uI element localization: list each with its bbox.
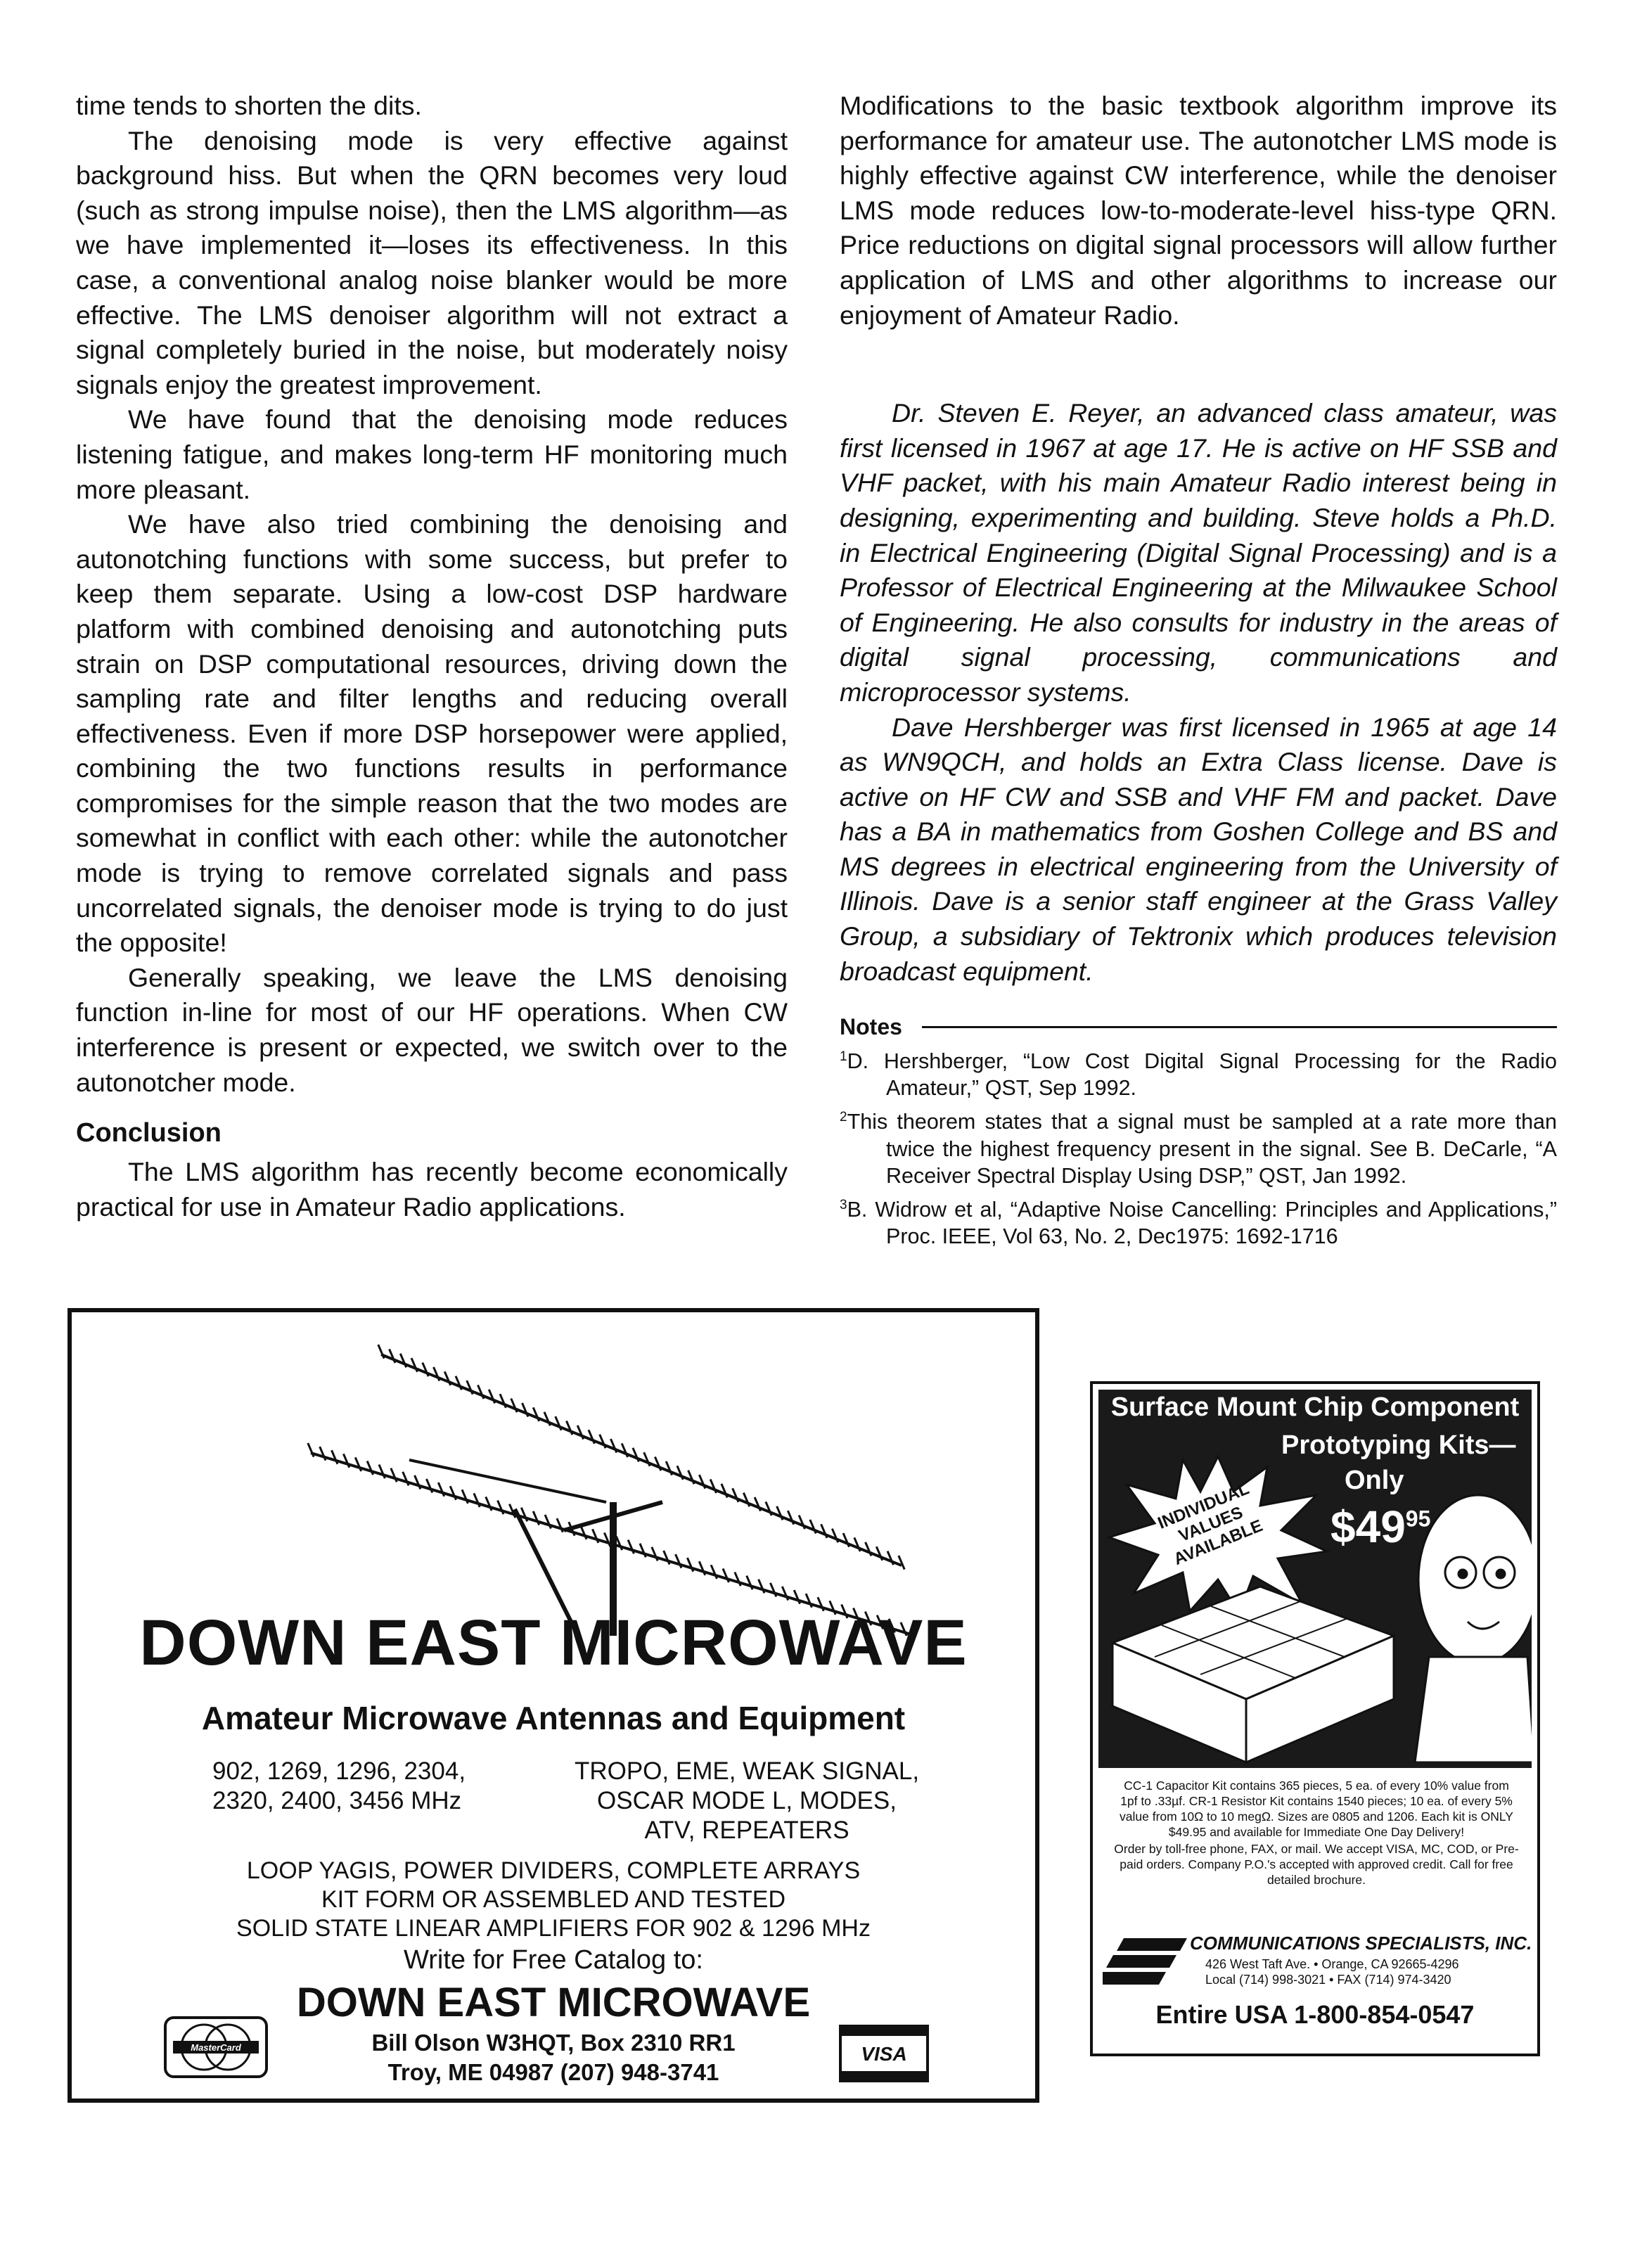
ad-description: CC-1 Capacitor Kit contains 365 pieces, 5 ea. of every 10% value from 1pf to .33µf. CR-1 Resistor Kit contains 1540 pieces; 10 ea. of every 5% value from 10Ω to 10 megΩ. Sizes are 0805 and 1206. Each kit is ONLY $49.95 and available for Immediate One Day Delivery! xyxy=(1120,1779,1513,1839)
ad-subtitle: Amateur Microwave Antennas and Equipment xyxy=(201,1700,906,1736)
svg-text:VISA: VISA xyxy=(861,2043,907,2065)
ad-body-text xyxy=(1114,1778,1519,1889)
ad-line: SOLID STATE LINEAR AMPLIFIERS FOR 902 & 1296 MHz xyxy=(236,1915,871,1942)
ad-tollfree-number: Entire USA 1-800-854-0547 xyxy=(1155,2000,1475,2029)
address-line: 426 West Taft Ave. • Orange, CA 92665-4296 xyxy=(1205,1957,1459,1971)
ad-company-name: DOWN EAST MICROWAVE xyxy=(296,1980,811,2025)
paragraph: time tends to shorten the dits. xyxy=(76,91,422,120)
ad-line: KIT FORM OR ASSEMBLED AND TESTED xyxy=(321,1886,786,1913)
paragraph: The LMS algorithm has recently become economically practical for use in Amateur Radio applications. xyxy=(76,1157,788,1222)
author-bio: Dave Hershberger was first licensed in 1965 at age 14 as WN9QCH, and holds an Extra Class license. Dave is active on HF CW and SSB and VHF FM and packet. Dave has a BA in mathematics from Goshen College and BS and MS degrees in electrical engineering from the University of Illinois. Dave is a senior staff engineer at the Grass Valley Group, a subsidiary of Tektronix which produces television broadcast equipment. xyxy=(840,712,1557,986)
author-bios xyxy=(840,396,1557,989)
ad-headline: Surface Mount Chip Component xyxy=(1110,1392,1520,1422)
ad-only-label: Only xyxy=(1345,1466,1404,1495)
ad-product-lines xyxy=(72,1857,1035,1943)
address-line: Bill Olson W3HQT, Box 2310 RR1 xyxy=(371,2030,736,2056)
author-bio: Dr. Steven E. Reyer, an advanced class amateur, was first licensed in 1967 at age 17. He is active on HF SSB and VHF packet, with his main Amateur Radio interest being in designing, experimenting and building. Steve holds a Ph.D. in Electrical Engineering (Digital Signal Processing) and is a Professor of Electrical Engineering at the Milwaukee School of Engineering. He also consults for industry in the areas of digital signal processing, communications and microprocessor systems. xyxy=(840,398,1557,707)
ad-frequencies: 902, 1269, 1296, 2304, 2320, 2400, 3456 MHz xyxy=(212,1757,466,1814)
left-column xyxy=(76,89,788,1224)
advertisement-down-east-microwave xyxy=(68,1308,1039,2103)
svg-text:MasterCard: MasterCard xyxy=(191,2042,241,2053)
paragraph: Generally speaking, we leave the LMS denoising function in-line for most of our HF operations. When CW interference is present or expected, we switch over to the autonotcher mode. xyxy=(76,962,788,1097)
note-item: $^3$B. Widrow et al, “Adaptive Noise Cancelling: Principles and Applications,” Proc. IEEE, Vol 63, No. 2, Dec1975: 1692-1716 xyxy=(840,1197,1557,1248)
ad-company-address xyxy=(1205,1956,1459,1987)
right-column xyxy=(840,89,1557,1250)
notes-section xyxy=(840,1013,1557,1249)
advertisement-surface-mount-kits xyxy=(1090,1381,1540,2056)
paragraph: Modifications to the basic textbook algorithm improve its performance for amateur use. The autonotcher LMS mode is highly effective against CW interference, while the denoiser LMS mode reduces low-to-moderate-level hiss-type QRN. Price reductions on digital signal processors will allow further application of LMS and other algorithms to increase our enjoyment of Amateur Radio. xyxy=(840,91,1557,330)
starburst-text: INDIVIDUAL VALUES AVAILABLE xyxy=(1155,1479,1266,1570)
note-item: $^2$This theorem states that a signal must be sampled at a rate more than twice the highest frequency present in the signal. See B. DeCarle, “A Receiver Spectral Display Using DSP,” QST, Jan 1992. xyxy=(840,1110,1557,1188)
notes-header xyxy=(840,1013,1557,1041)
visa-logo-icon xyxy=(838,2024,930,2083)
paragraph: We have found that the denoising mode reduces listening fatigue, and makes long-term HF monitoring much more pleasant. xyxy=(76,404,788,504)
mastercard-logo-icon xyxy=(163,2016,269,2079)
ad-price: $\$49^{95}$ xyxy=(1331,1501,1431,1552)
ad-ordering-info: Order by toll-free phone, FAX, or mail. We accept VISA, MC, COD, or Pre-paid orders. Company P.O.'s accepted with approved credit. Call for free detailed brochure. xyxy=(1114,1842,1519,1887)
yagi-antenna-illustration xyxy=(283,1340,916,1636)
note-item: $^1$D. Hershberger, “Low Cost Digital Signal Processing for the Radio Amateur,” QST, Sep 1992. xyxy=(840,1049,1557,1101)
phone-line: Local (714) 998-3021 • FAX (714) 974-3420 xyxy=(1205,1973,1451,1987)
ad-line: LOOP YAGIS, POWER DIVIDERS, COMPLETE ARRAYS xyxy=(246,1857,861,1884)
ad-title: DOWN EAST MICROWAVE xyxy=(139,1607,968,1679)
paragraph: The denoising mode is very effective against background hiss. But when the QRN becomes very loud (such as strong impulse noise), then the LMS algorithm—as we have implemented it—loses its effectiveness. In this case, a conventional analog noise blanker would be more effective. The LMS denoiser algorithm will not extract a signal completely buried in the noise, but moderately noisy signals enjoy the greatest improvement. xyxy=(76,125,788,399)
notes-heading: Notes xyxy=(840,1014,902,1040)
section-heading-conclusion: Conclusion xyxy=(76,1118,222,1148)
ad-headline: Prototyping Kits— xyxy=(1281,1430,1516,1460)
parts-box-illustration xyxy=(1098,1558,1408,1768)
cartoon-man-illustration xyxy=(1401,1481,1532,1762)
divider xyxy=(922,1026,1557,1028)
company-logo-icon xyxy=(1103,1931,1187,1987)
ad-catalog-prompt: Write for Free Catalog to: xyxy=(404,1945,703,1975)
ad-modes: TROPO, EME, WEAK SIGNAL, OSCAR MODE L, MODES, ATV, REPEATERS xyxy=(574,1757,920,1844)
paragraph: We have also tried combining the denoising and autonotching functions with some success, but prefer to keep them separate. Using a low-cost DSP hardware platform with combined denoising and autonotching puts strain on DSP computational resources, driving down the sampling rate and filter lengths and reducing overall effectiveness. Even if more DSP horsepower were applied, combining the two functions results in performance compromises for the simple reason that the two modes are somewhat in conflict with each other: while the autonotcher mode is trying to remove correlated signals and pass uncorrelated signals, the denoiser mode is trying to do just the opposite! xyxy=(76,509,788,958)
address-line: Troy, ME 04987 (207) 948-3741 xyxy=(387,2059,719,2085)
ad-company-name: COMMUNICATIONS SPECIALISTS, INC. xyxy=(1190,1933,1532,1954)
ad-header-panel xyxy=(1098,1390,1532,1768)
